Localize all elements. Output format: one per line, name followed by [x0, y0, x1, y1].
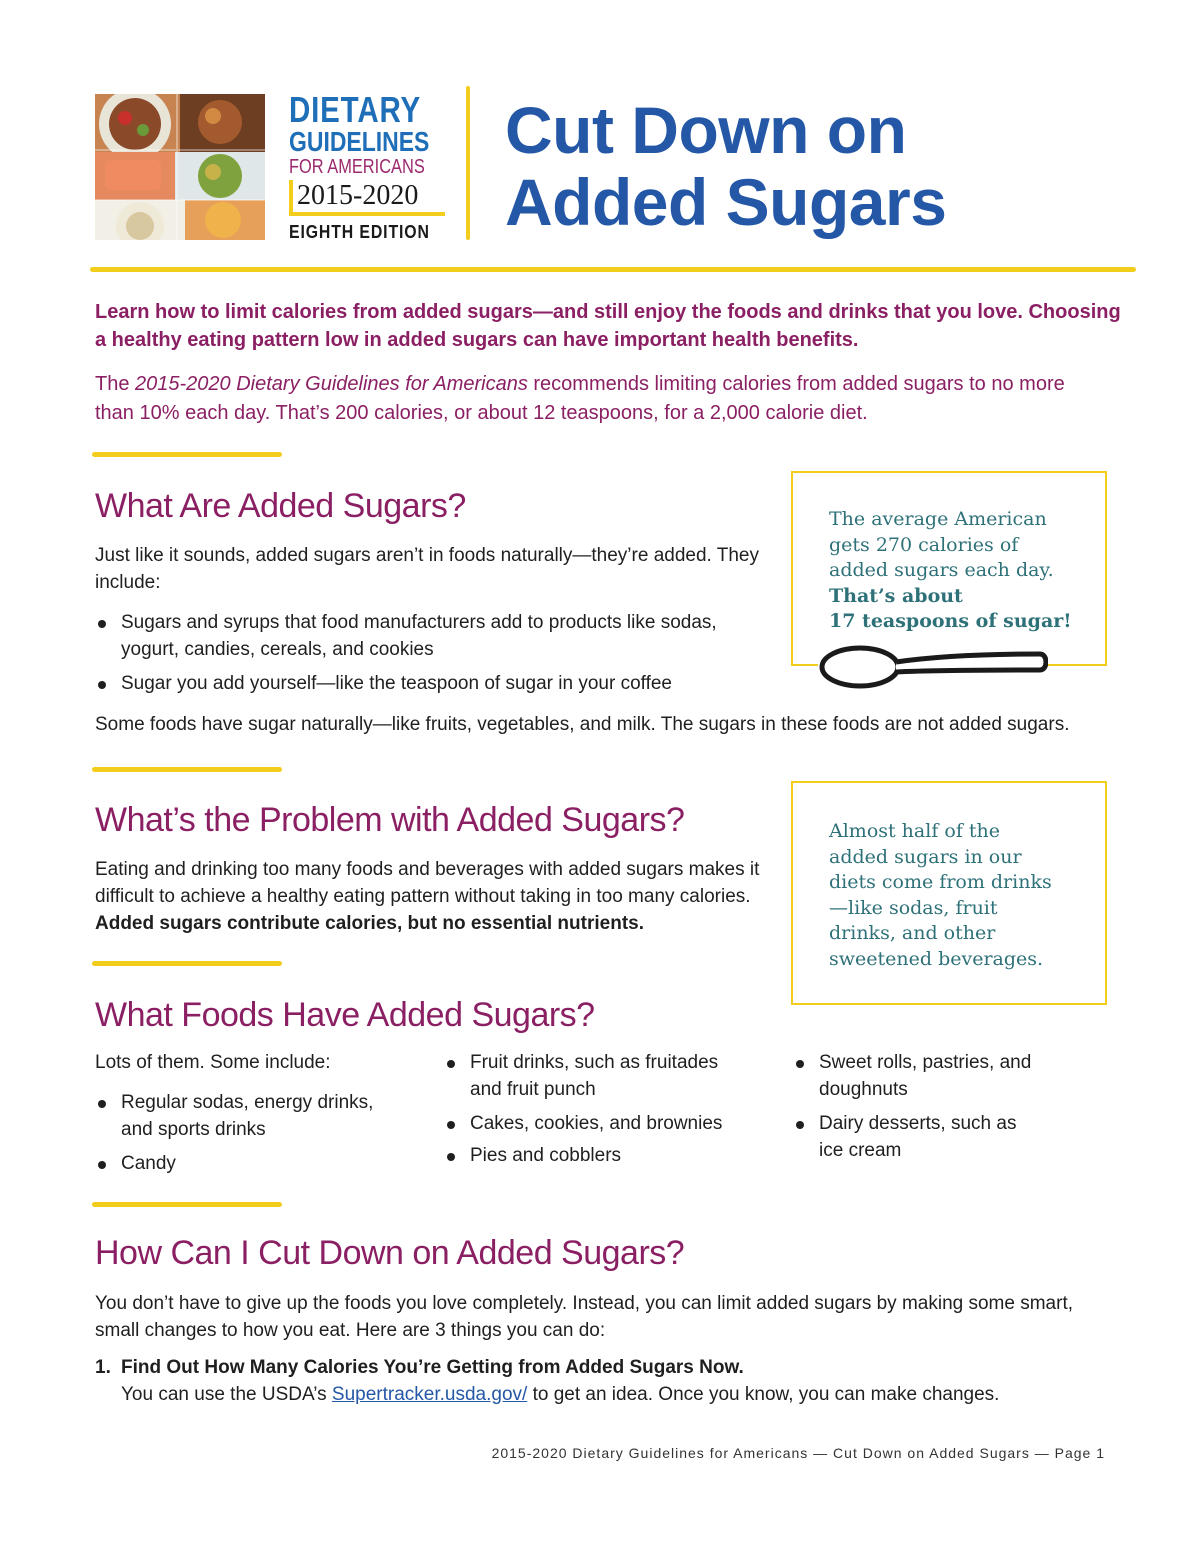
- dietary-guidelines-logo: [289, 89, 449, 243]
- intro-lead: Learn how to limit calories from added sugars—and still enjoy the foods and drinks that you love. Choosing a healthy eating pattern low in added sugars can have important health benefits.: [95, 301, 1121, 351]
- logo-dietary: DIETARY: [289, 89, 422, 130]
- page-title: [505, 94, 1145, 238]
- section-how-to-cut-down: [95, 1233, 1110, 1408]
- step-body-suffix: to get an idea. Once you know, you can make changes.: [527, 1384, 1000, 1405]
- logo-edition: EIGHTH EDITION: [289, 222, 430, 242]
- foods-column-3: [793, 1049, 1033, 1164]
- callout-bold-2: 17 teaspoons of sugar!: [829, 610, 1072, 632]
- step-number: 1.: [95, 1357, 111, 1378]
- teaspoon-icon: [818, 640, 1048, 690]
- title-line-1: Cut Down on: [505, 93, 907, 167]
- section-heading: What’s the Problem with Added Sugars?: [95, 801, 685, 839]
- step-body: [121, 1381, 1110, 1408]
- list-item: Fruit drinks, such as fruitades and fruit punch: [444, 1049, 744, 1103]
- title-line-2: Added Sugars: [505, 165, 947, 239]
- section-rule-3: [92, 961, 282, 966]
- rec-prefix: The: [95, 373, 136, 395]
- list-item: Sugar you add yourself—like the teaspoon of sugar in your coffee: [95, 670, 775, 697]
- foods-column-1: [95, 1049, 395, 1177]
- section-problem-with-added-sugars: [95, 800, 775, 937]
- page-footer: 2015-2020 Dietary Guidelines for Americans — Cut Down on Added Sugars — Page 1: [491, 1445, 1105, 1461]
- section-paragraph: You don’t have to give up the foods you love completely. Instead, you can limit added sugars by making some smart, small changes to how you eat. Here are 3 things you can do:: [95, 1293, 1073, 1341]
- section-heading: What Are Added Sugars?: [95, 487, 466, 525]
- foods-list-3: [793, 1049, 1033, 1164]
- section-rule-2: [92, 767, 282, 772]
- section-rule-1: [92, 452, 282, 457]
- header-divider: [466, 86, 470, 240]
- callout-half-from-drinks: [791, 781, 1107, 1005]
- rec-suffix: recommends limiting calories from added sugars to no more than 10% each day. That’s 200 calories, or about 12 teaspoons, for a 2,000 calorie diet.: [95, 373, 1065, 424]
- intro-recommendation: [95, 370, 1105, 428]
- section-heading: How Can I Cut Down on Added Sugars?: [95, 1234, 685, 1272]
- callout-bold-1: That’s about: [829, 584, 963, 607]
- callout-average-american: [791, 471, 1107, 666]
- step-body-prefix: You can use the USDA’s: [121, 1384, 332, 1405]
- list-item: Sugars and syrups that food manufacturers add to products like sodas, yogurt, candies, cereals, and cookies: [95, 609, 775, 663]
- rec-italic: 2015-2020 Dietary Guidelines for Americans: [135, 373, 528, 395]
- section-foods-with-added-sugars: [95, 995, 775, 1035]
- supertracker-link[interactable]: Supertracker.usda.gov/: [331, 1384, 528, 1405]
- callout-statement: The average American gets 270 calories of added sugars each day.: [829, 508, 1054, 581]
- section-rule-4: [92, 1202, 282, 1207]
- foods-list-1: [95, 1089, 395, 1177]
- foods-list-2: [444, 1049, 744, 1169]
- logo-years: 2015-2020: [289, 180, 445, 216]
- list-item: Candy: [95, 1150, 395, 1177]
- section-what-are-added-sugars: [95, 486, 775, 697]
- added-sugars-list: [95, 609, 775, 697]
- logo-for-americans: FOR AMERICANS: [289, 156, 425, 178]
- foods-column-2: [444, 1049, 744, 1169]
- section-paragraph: Just like it sounds, added sugars aren’t in foods naturally—they’re added. They include:: [95, 545, 759, 593]
- list-item: Cakes, cookies, and brownies: [444, 1110, 744, 1137]
- header-rule: [90, 267, 1136, 272]
- problem-text: Eating and drinking too many foods and beverages with added sugars makes it difficult to achieve a healthy eating pattern without taking in too many calories.: [95, 859, 760, 907]
- natural-sugars-note: Some foods have sugar naturally—like fruits, vegetables, and milk. The sugars in these foods are not added sugars.: [95, 714, 1070, 735]
- problem-bold-text: Added sugars contribute calories, but no essential nutrients.: [95, 913, 644, 934]
- list-item: Sweet rolls, pastries, and doughnuts: [793, 1049, 1033, 1103]
- food-puzzle-photo: [95, 94, 265, 240]
- logo-guidelines: GUIDELINES: [289, 126, 430, 157]
- section-paragraph: [95, 856, 775, 937]
- foods-lead: Lots of them. Some include:: [95, 1052, 331, 1073]
- list-item: Regular sodas, energy drinks, and sports drinks: [95, 1089, 395, 1143]
- step-1: [95, 1354, 1110, 1408]
- list-item: Dairy desserts, such as ice cream: [793, 1110, 1033, 1164]
- section-heading: What Foods Have Added Sugars?: [95, 996, 595, 1034]
- list-item: Pies and cobblers: [444, 1142, 744, 1169]
- callout-text: Almost half of the added sugars in our diets come from drinks—like sodas, fruit drinks, and other sweetened beverages.: [829, 820, 1052, 970]
- callout-text: [829, 507, 1079, 635]
- step-title: Find Out How Many Calories You’re Getting from Added Sugars Now.: [121, 1357, 744, 1378]
